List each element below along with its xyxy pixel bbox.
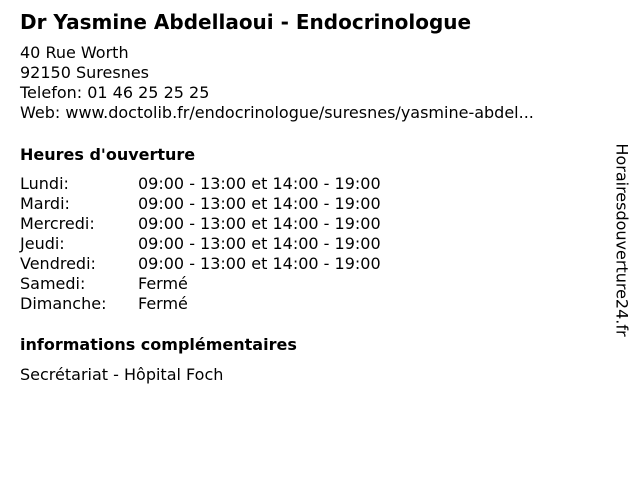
city-postal-code: 92150 Suresnes	[20, 63, 150, 82]
street-address: 40 Rue Worth	[20, 43, 129, 62]
hours-value: 09:00 - 13:00 et 14:00 - 19:00	[138, 214, 381, 233]
day-label: Lundi:	[20, 174, 69, 193]
day-label: Vendredi:	[20, 254, 96, 273]
hours-value: 09:00 - 13:00 et 14:00 - 19:00	[138, 234, 381, 253]
hours-value: Fermé	[138, 294, 188, 313]
hours-value: 09:00 - 13:00 et 14:00 - 19:00	[138, 254, 381, 273]
day-label: Jeudi:	[20, 234, 65, 253]
day-label: Samedi:	[20, 274, 86, 293]
site-watermark: Horairesdouverture24.fr	[612, 143, 632, 337]
opening-hours-heading: Heures d'ouverture	[20, 145, 196, 164]
additional-info-text: Secrétariat - Hôpital Foch	[20, 365, 224, 384]
additional-info-heading: informations complémentaires	[20, 335, 297, 354]
hours-value: Fermé	[138, 274, 188, 293]
page-title: Dr Yasmine Abdellaoui - Endocrinologue	[20, 10, 472, 34]
hours-value: 09:00 - 13:00 et 14:00 - 19:00	[138, 174, 381, 193]
address-block	[20, 43, 534, 123]
hours-value: 09:00 - 13:00 et 14:00 - 19:00	[138, 194, 381, 213]
day-label: Mercredi:	[20, 214, 95, 233]
phone-number: Telefon: 01 46 25 25 25	[20, 83, 210, 102]
day-label: Dimanche:	[20, 294, 107, 313]
day-label: Mardi:	[20, 194, 70, 213]
website-link[interactable]: Web: www.doctolib.fr/endocrinologue/suresnes/yasmine-abdel...	[20, 103, 534, 122]
